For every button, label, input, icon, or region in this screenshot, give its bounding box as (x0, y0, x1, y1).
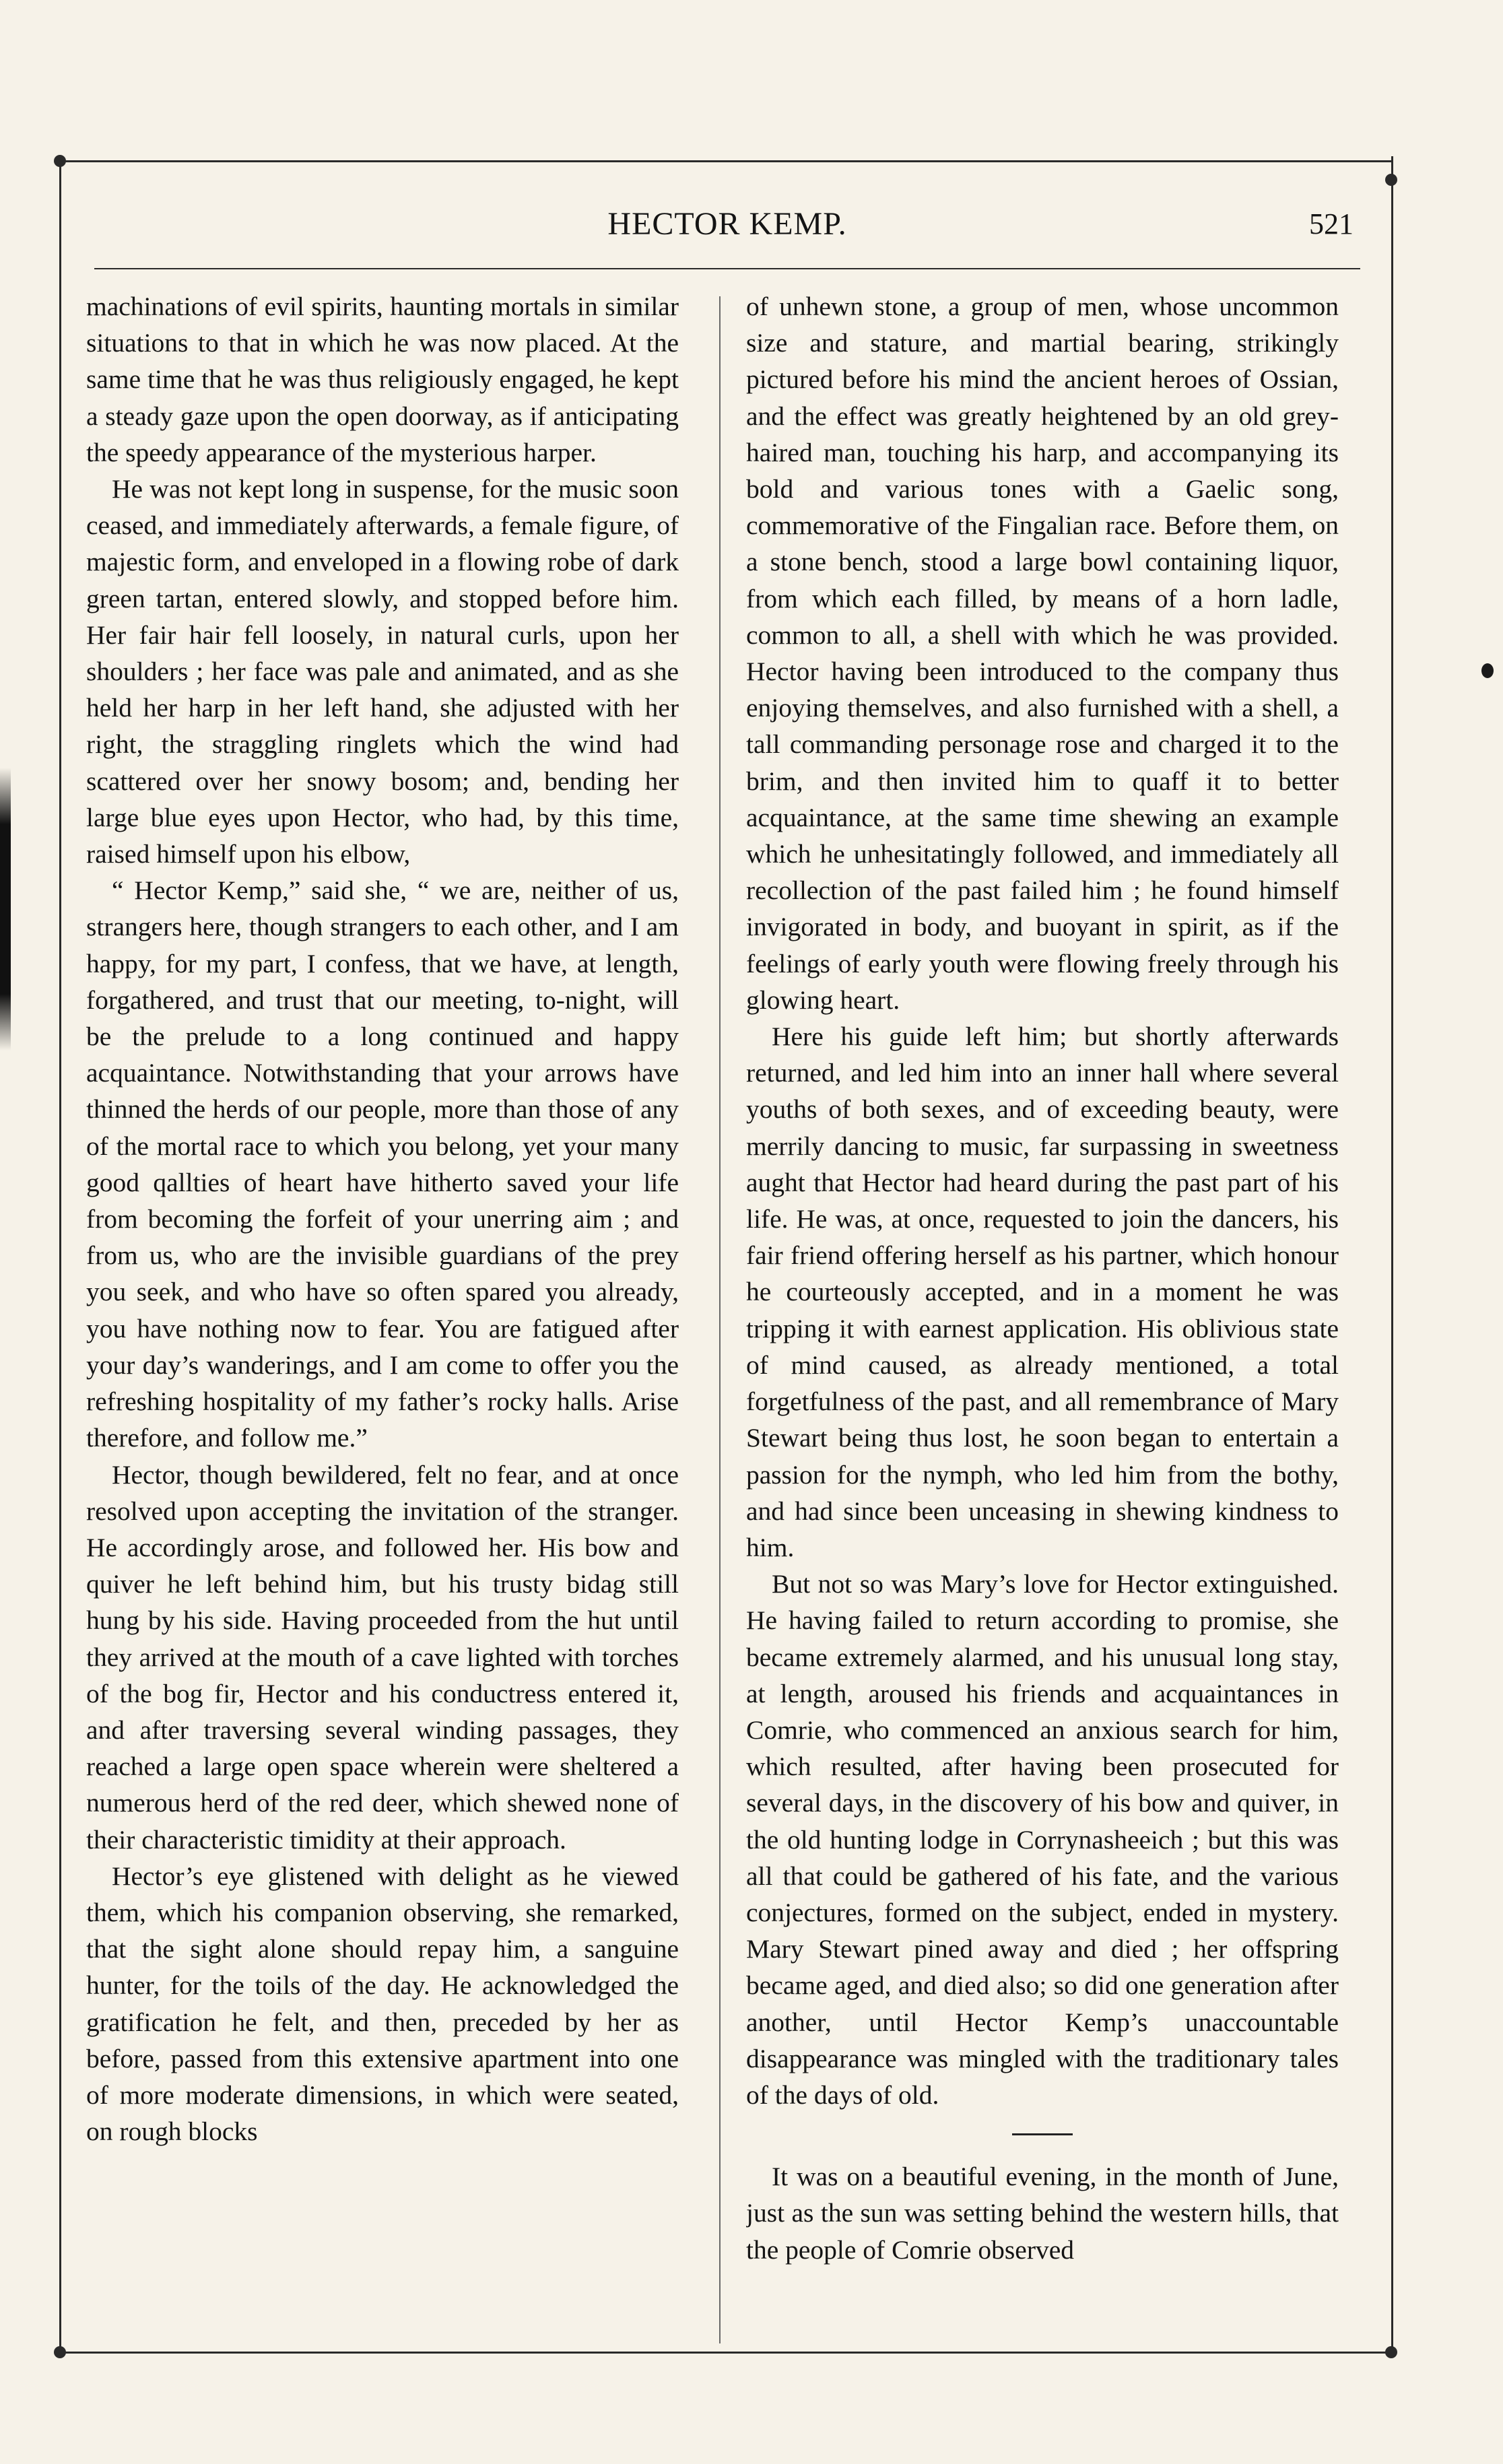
paragraph: It was on a beautiful evening, in the month of June, just as the sun was setting behind the western hills, that the people of Comrie observed (746, 2162, 1339, 2265)
ink-blot (1481, 663, 1494, 678)
top-rule (59, 160, 1391, 162)
paragraph: of unhewn stone, a group of men, whose uncommon size and stature, and martial bearing, strikingly pictured before his mind the ancient heroes of Ossian, and the effect was greatly heightened by an old grey-haired man, touching his harp, and accompanying its bold and various tones with a Gaelic song, commemorative of the Fingalian race. Before them, on a stone bench, stood a large bowl containing liquor, from which each filled, by means of a horn ladle, common to all, a shell with which he was provided. Hector having been introduced to the company thus enjoying themselves, and also furnished with a shell, a tall commanding personage rose and charged it to the brim, and then invited him to quaff it to better acquaintance, at the same time shewing an example which he unhesitatingly followed, and immediately all recollection of the past failed him ; he found himself invigorated in body, and buoyant in spirit, as if the feelings of early youth were flowing freely through his glowing heart. (746, 292, 1339, 1015)
page-number: 521 (1309, 207, 1354, 240)
header-rule (94, 268, 1360, 269)
column-divider (719, 296, 721, 2343)
corner-ornament-top-left (54, 155, 66, 167)
paragraph: He was not kept long in suspense, for the music soon ceased, and immediately afterwards, a female figure, of majestic form, and enveloped in a flowing robe of dark green tartan, entered slowly, and stopped before him. Her fair hair fell loosely, in natural curls, upon her shoulders ; her face was pale and animated, and as she held her harp in her left hand, she adjusted with her right, the straggling ringlets which the wind had scattered over her snowy bosom; and, bending her large blue eyes upon Hector, who had, by this time, raised himself upon his elbow, (86, 474, 679, 869)
paragraph: Here his guide left him; but shortly afterwards returned, and led him into an inner hall where several youths of both sexes, and of exceeding beauty, were merrily dancing to music, far surpassing in sweetness aught that Hector had heard during the past part of his life. He was, at once, requested to join the dancers, his fair friend offering herself as his partner, which honour he courteously accepted, and in a moment he was tripping it with earnest application. His oblivious state of mind caused, as already mentioned, a total forgetfulness of the past, and all remembrance of Mary Stewart being thus lost, he soon began to entertain a passion for the nymph, who led him from the bothy, and had since been unceasing in shewing kindness to him. (746, 1022, 1339, 1562)
bottom-rule (59, 2352, 1391, 2354)
corner-ornament-bottom-right (1385, 2346, 1397, 2358)
binding-shadow (0, 768, 11, 1051)
corner-ornament-top-right (1385, 174, 1397, 186)
paragraph: Hector, though bewildered, felt no fear, and at once resolved upon accepting the invitation of the stranger. He accordingly arose, and followed her. His bow and quiver he left behind him, but his trusty bidag still hung by his side. Having proceeded from the hut until they arrived at the mouth of a cave lighted with torches of the bog fir, Hector and his conductress entered it, and after traversing several winding passages, they reached a large open space wherein were sheltered a numerous herd of the red deer, which shewed none of their characteristic timidity at their approach. (86, 1459, 679, 1855)
paragraph: “ Hector Kemp,” said she, “ we are, neither of us, strangers here, though strangers to each other, and I am happy, for my part, I confess, that we have, at length, forgathered, and trust that our meeting, to-night, will be the prelude to a long continued and happy acquaintance. Notwithstanding that your arrows have thinned the herds of our people, more than those of any of the mortal race to which you belong, yet your many good qallties of heart have hitherto saved your life from becoming the forfeit of your unerring aim ; and from us, who are the invisible guardians of the prey you seek, and who have so often spared you already, you have nothing now to fear. You are fatigued after your day’s wanderings, and I am come to offer you the refreshing hospitality of my father’s rocky halls. Arise therefore, and follow me.” (86, 875, 679, 1453)
running-head (94, 205, 1360, 259)
corner-ornament-bottom-left (54, 2346, 66, 2358)
left-column (86, 288, 679, 2342)
paragraph: machinations of evil spirits, haunting mortals in similar situations to that in which he was now placed. At the same time that he was thus religiously engaged, he kept a steady gaze upon the open doorway, as if anticipating the speedy appearance of the mysterious harper. (86, 292, 679, 467)
right-column (746, 288, 1339, 2342)
running-title: HECTOR KEMP. (607, 206, 847, 242)
section-break-rule (1012, 2133, 1073, 2135)
paragraph: But not so was Mary’s love for Hector extinguished. He having failed to return according to promise, she became extremely alarmed, and his unusual long stay, at length, aroused his friends and acquaintances in Comrie, who commenced an anxious search for him, which resulted, after having been prosecuted for several days, in the discovery of his bow and quiver, in the old hunting lodge in Corrynasheeich ; but this was all that could be gathered of his fate, and the various conjectures, formed on the subject, ended in mystery. Mary Stewart pined away and died ; her offspring became aged, and died also; so did one generation after another, until Hector Kemp’s unaccountable disappearance was mingled with the traditionary tales of the days of old. (746, 1569, 1339, 2110)
paragraph: Hector’s eye glistened with delight as he viewed them, which his companion observing, she remarked, that the sight alone should repay him, a sanguine hunter, for the toils of the day. He acknowledged the gratification he felt, and then, preceded by her as before, passed from this extensive apartment into one of more moderate dimensions, in which were seated, on rough blocks (86, 1861, 679, 2147)
